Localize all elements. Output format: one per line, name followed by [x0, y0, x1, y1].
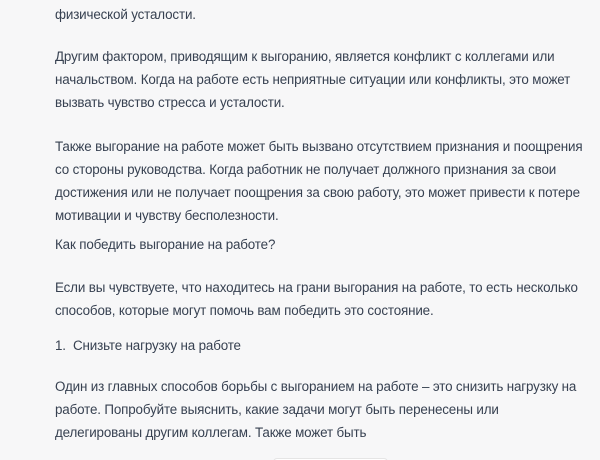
- paragraph-text: Также выгорание на работе может быть вызвано отсутствием признания и поощрения со стороны руководства. Когда работник не получает должного признания за свои достижения или не получает поощрения за свою работу, это может привести к потере мотивации и чувству бесполезности.: [55, 139, 583, 223]
- section-question: Как победить выгорание на работе?: [55, 237, 276, 252]
- list-item-number: 1.: [55, 338, 66, 353]
- paragraph-text: физической усталости.: [55, 7, 196, 22]
- paragraph-text: Другим фактором, приводящим к выгоранию, является конфликт с коллегами или начальством. Когда на работе есть неприятные ситуации или конфликты, это может вызвать чувство стресса и усталости.: [55, 49, 571, 110]
- paragraph-text: Если вы чувствуете, что находитесь на грани выгорания на работе, то есть несколько способов, которые могут помочь вам победить это состояние.: [55, 280, 578, 318]
- list-item: [55, 334, 585, 357]
- list-item-text: Снизьте нагрузку на работе: [73, 338, 241, 353]
- numbered-list: [55, 334, 585, 357]
- paragraph-text: Один из главных способов борьбы с выгоранием на работе – это снизить нагрузку на работе. Попробуйте выяснить, какие задачи могут быть перенесены или делегированы другим коллегам. Также может быть: [55, 379, 577, 440]
